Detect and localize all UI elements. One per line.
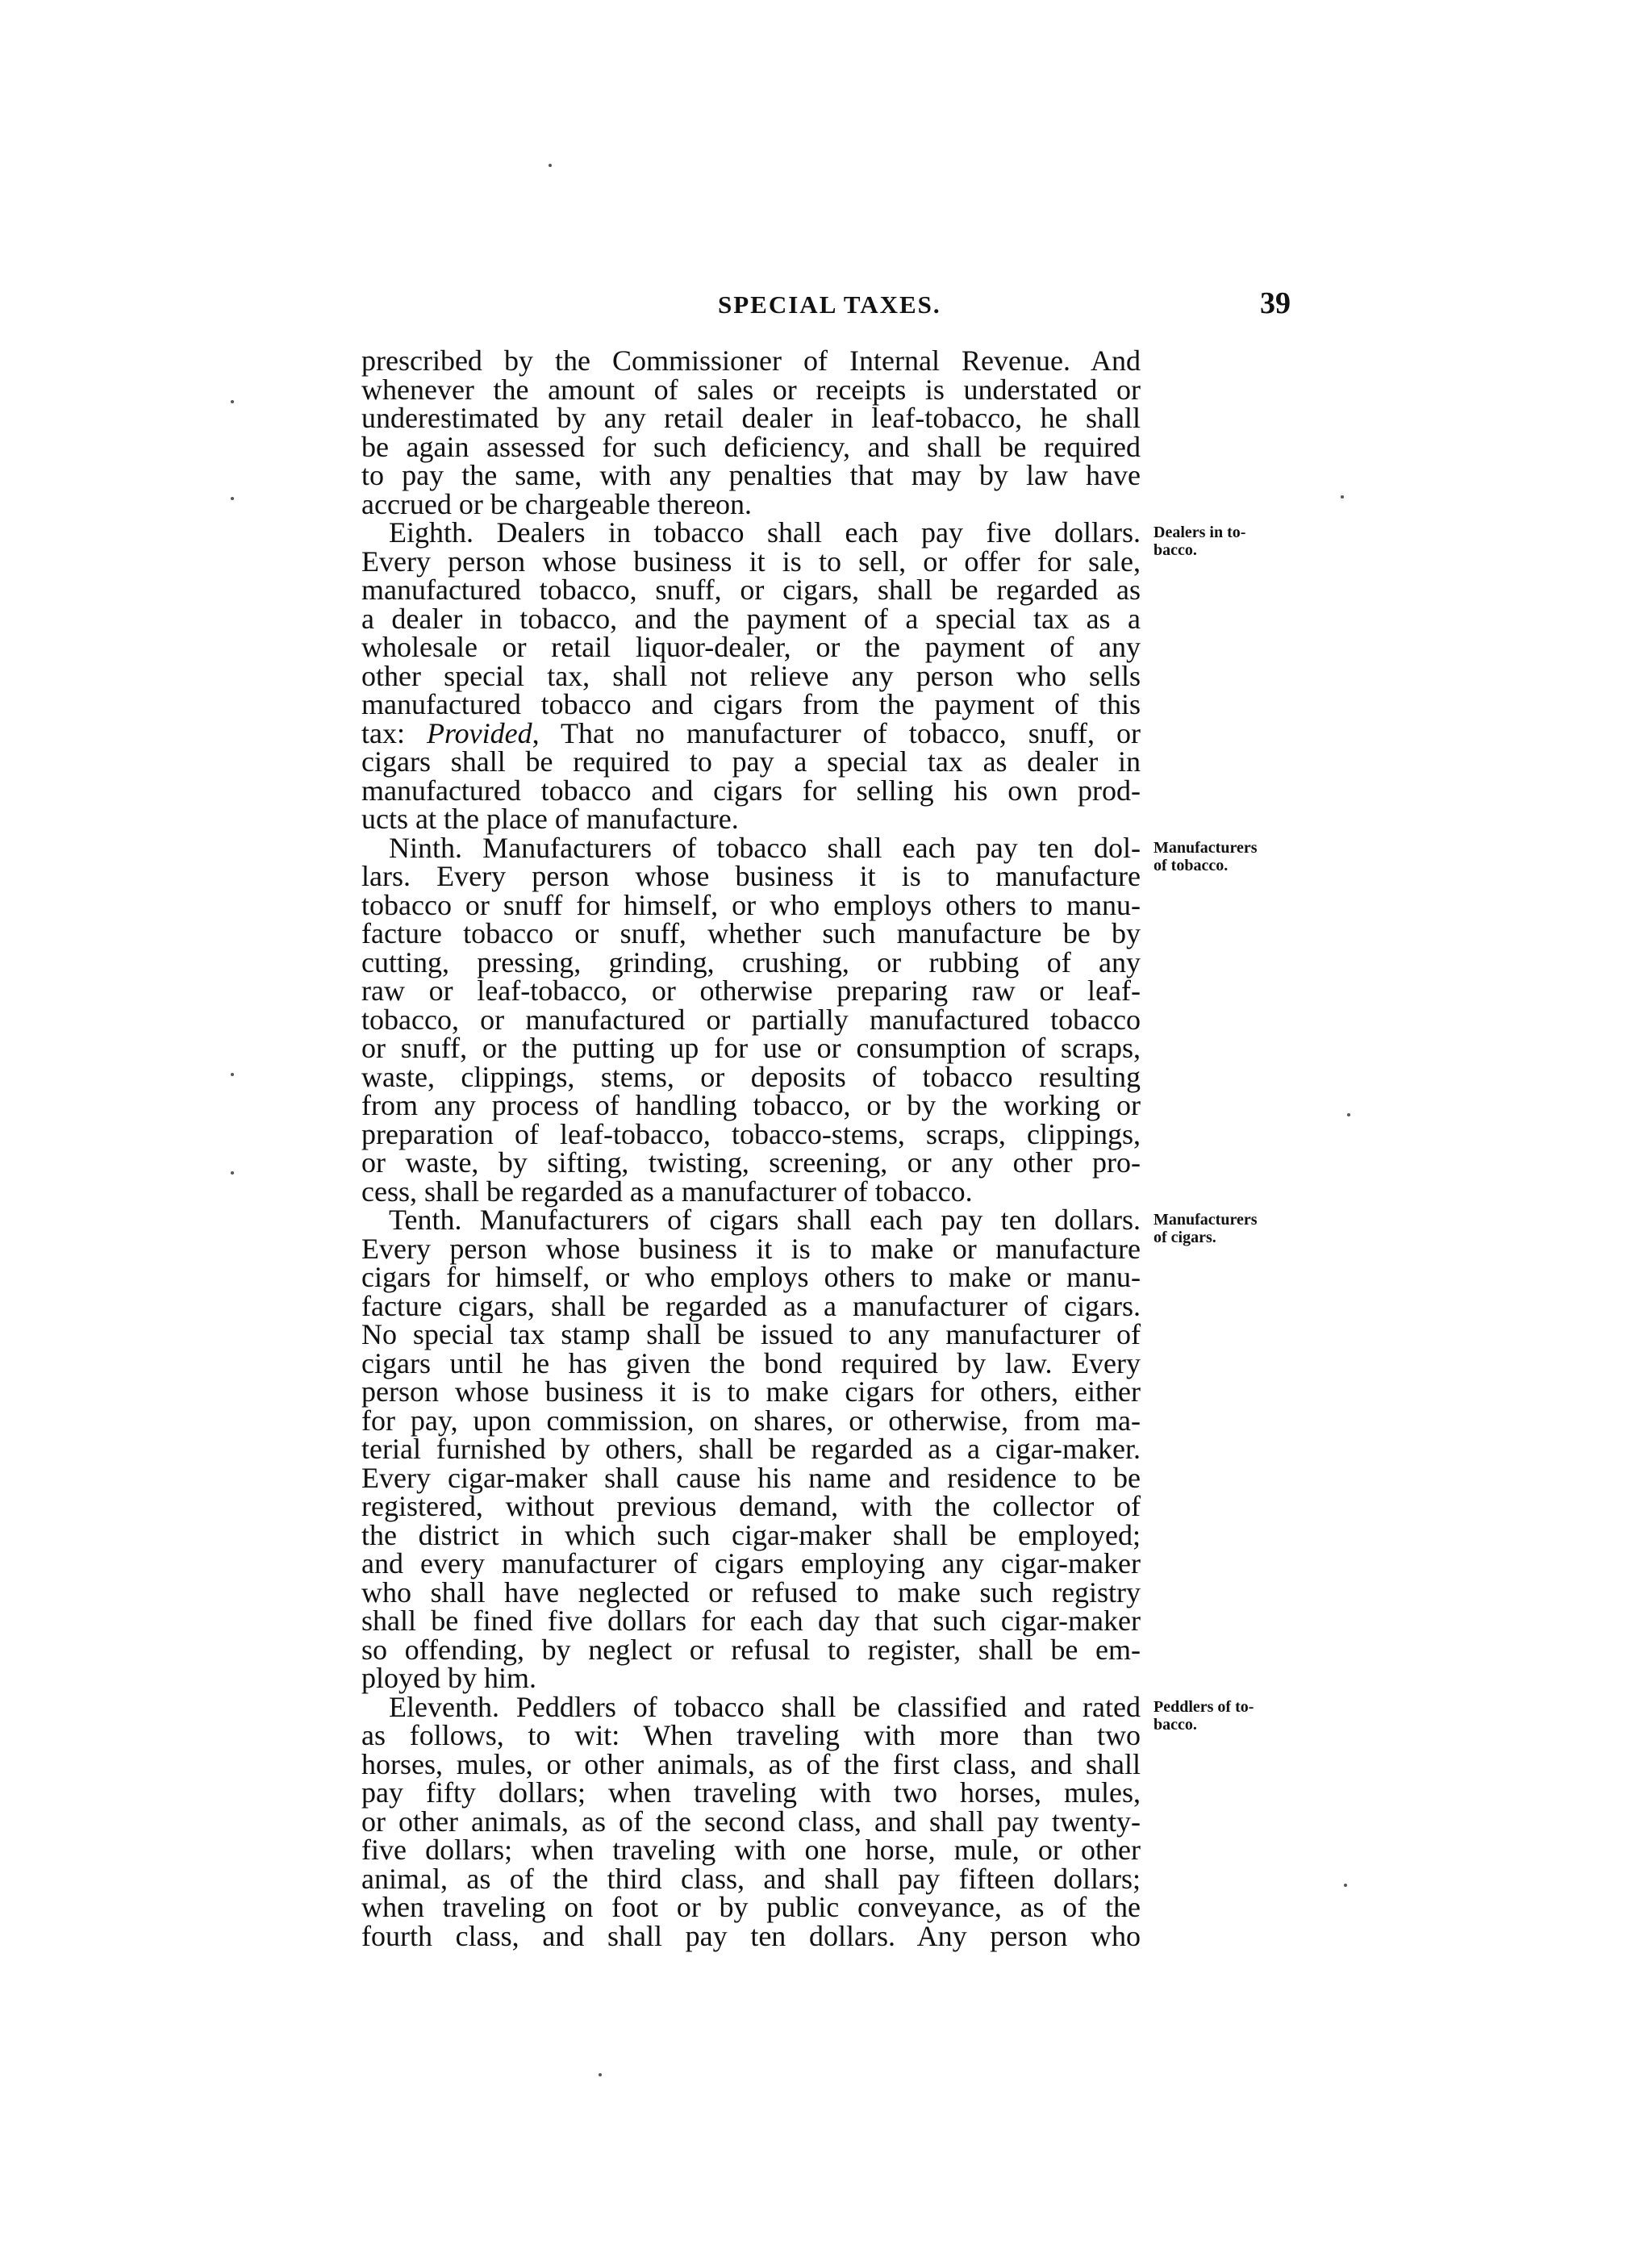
text-line: Eleventh. Peddlers of tobacco shall be classified and rated: [389, 1690, 1141, 1723]
text-line: for pay, upon commission, on shares, or otherwise, from ma-: [361, 1404, 1141, 1437]
text-line: Every cigar-maker shall cause his name and residence to be: [361, 1461, 1141, 1494]
text-line: facture cigars, shall be regarded as a manufacturer of cigars.: [361, 1289, 1141, 1322]
text-line: Ninth. Manufacturers of tobacco shall each pay ten dol-: [389, 831, 1141, 864]
margin-note-line: Manufacturers: [1153, 838, 1258, 857]
text-line: be again assessed for such deficiency, and shall be required: [361, 430, 1141, 463]
text-line: pay fifty dollars; when traveling with two horses, mules,: [361, 1776, 1141, 1809]
text-line: or other animals, as of the second class, and shall pay twenty-: [361, 1805, 1141, 1838]
text-line: or snuff, or the putting up for use or consumption of scraps,: [361, 1032, 1141, 1064]
scan-speck: [1341, 495, 1344, 499]
text-line: other special tax, shall not relieve any person who sells: [361, 659, 1141, 692]
margin-note: [1153, 524, 1245, 559]
text-line: terial furnished by others, shall be regarded as a cigar-maker.: [361, 1433, 1141, 1465]
margin-note-line: Manufacturers: [1153, 1211, 1258, 1229]
scan-speck: [1347, 1113, 1350, 1116]
text-line: cutting, pressing, grinding, crushing, or rubbing of any: [361, 945, 1141, 979]
text-line: lars. Every person whose business it is to manufacture: [361, 860, 1141, 892]
text-line: tobacco or snuff for himself, or who employs others to manu-: [361, 888, 1141, 921]
text-line: horses, mules, or other animals, as of the first class, and shall: [361, 1747, 1141, 1780]
text-line: shall be fined five dollars for each day that such cigar-maker: [361, 1604, 1141, 1637]
text-line: raw or leaf-tobacco, or otherwise preparing raw or leaf-: [361, 974, 1141, 1007]
body-text: [361, 344, 1141, 1952]
margin-note: [1153, 1211, 1258, 1246]
text-line: to pay the same, with any penalties that may by law have: [361, 459, 1141, 491]
text-line: as follows, to wit: When traveling with more than two: [361, 1719, 1141, 1751]
running-title: SPECIAL TAXES.: [718, 290, 941, 319]
margin-note: [1153, 839, 1258, 874]
text-line: animal, as of the third class, and shall pay fifteen dollars;: [361, 1862, 1141, 1895]
scan-speck: [231, 1171, 234, 1175]
text-line: when traveling on foot or by public conveyance, as of the: [361, 1891, 1141, 1923]
text-line: cigars shall be required to pay a special tax as dealer in: [361, 745, 1141, 778]
scan-speck: [549, 164, 552, 167]
text-line: wholesale or retail liquor-dealer, or the payment of any: [361, 631, 1141, 663]
text-line: and every manufacturer of cigars employing any cigar-maker: [361, 1547, 1141, 1579]
running-head: [361, 286, 1291, 324]
text-line: so offending, by neglect or refusal to register, shall be em-: [361, 1633, 1141, 1666]
text-line: cigars for himself, or who employs others to make or manu-: [361, 1261, 1141, 1293]
text-line: No special tax stamp shall be issued to any manufacturer of: [361, 1318, 1141, 1350]
scan-speck: [599, 2073, 602, 2076]
page-number: 39: [1260, 286, 1291, 320]
text-line: manufactured tobacco, snuff, or cigars, shall be regarded as: [361, 574, 1141, 606]
text-line: underestimated by any retail dealer in leaf-tobacco, he shall: [361, 402, 1141, 434]
text-line: Eighth. Dealers in tobacco shall each pay five dollars.: [389, 516, 1141, 549]
text-line: Every person whose business it is to sell, or offer for sale,: [361, 545, 1141, 578]
margin-note-line: of cigars.: [1153, 1229, 1216, 1246]
scan-speck: [231, 497, 234, 500]
emphasis: Provided: [426, 716, 532, 749]
text-line: waste, clippings, stems, or deposits of tobacco resulting: [361, 1060, 1141, 1093]
text-line: cigars until he has given the bond required by law. Every: [361, 1346, 1141, 1379]
text-line: the district in which such cigar-maker shall be employed;: [361, 1518, 1141, 1551]
scan-speck: [231, 400, 234, 403]
text-line: facture tobacco or snuff, whether such manufacture be by: [361, 917, 1141, 949]
margin-note-line: Dealers in to-: [1153, 524, 1246, 541]
text-line: fourth class, and shall pay ten dollars. Any person who: [361, 1919, 1141, 1952]
text-line: a dealer in tobacco, and the payment of a special tax as a: [361, 602, 1141, 635]
scan-speck: [1344, 1884, 1347, 1887]
text-line: from any process of handling tobacco, or by the working or: [361, 1089, 1141, 1121]
text-line: manufactured tobacco and cigars from the payment of this: [361, 688, 1141, 720]
margin-note-line: bacco.: [1153, 1715, 1197, 1734]
text-line: registered, without previous demand, with the collector of: [361, 1490, 1141, 1522]
text-line: whenever the amount of sales or receipts is understated or: [361, 373, 1141, 406]
text-line: preparation of leaf-tobacco, tobacco-stems, scraps, clippings,: [361, 1117, 1141, 1150]
text-line: ucts at the place of manufacture.: [361, 803, 739, 835]
margin-note-line: of tobacco.: [1153, 856, 1229, 874]
text-line: tobacco, or manufactured or partially manufactured tobacco: [361, 1003, 1141, 1036]
text-line: prescribed by the Commissioner of Internal Revenue. And: [361, 344, 1141, 377]
text-line: Tenth. Manufacturers of cigars shall each pay ten dollars.: [389, 1204, 1141, 1236]
text-line: cess, shall be regarded as a manufacturer of tobacco.: [361, 1175, 973, 1208]
text-line: tax: Provided, That no manufacturer of tobacco, snuff, or: [361, 716, 1141, 749]
text-line: accrued or be chargeable thereon.: [361, 487, 753, 520]
text-line: ployed by him.: [361, 1662, 536, 1694]
scan-speck: [231, 1073, 234, 1076]
text-line: person whose business it is to make cigars for others, either: [361, 1375, 1141, 1408]
text-line: manufactured tobacco and cigars for selling his own prod-: [361, 774, 1141, 807]
text-line: or waste, by sifting, twisting, screening, or any other pro-: [361, 1146, 1141, 1179]
text-line: Every person whose business it is to make or manufacture: [361, 1232, 1141, 1265]
margin-note: [1153, 1698, 1254, 1734]
margin-note-line: bacco.: [1153, 541, 1197, 559]
text-line: five dollars; when traveling with one horse, mule, or other: [361, 1834, 1141, 1866]
margin-note-line: Peddlers of to-: [1153, 1697, 1254, 1716]
text-line: who shall have neglected or refused to make such registry: [361, 1575, 1141, 1609]
